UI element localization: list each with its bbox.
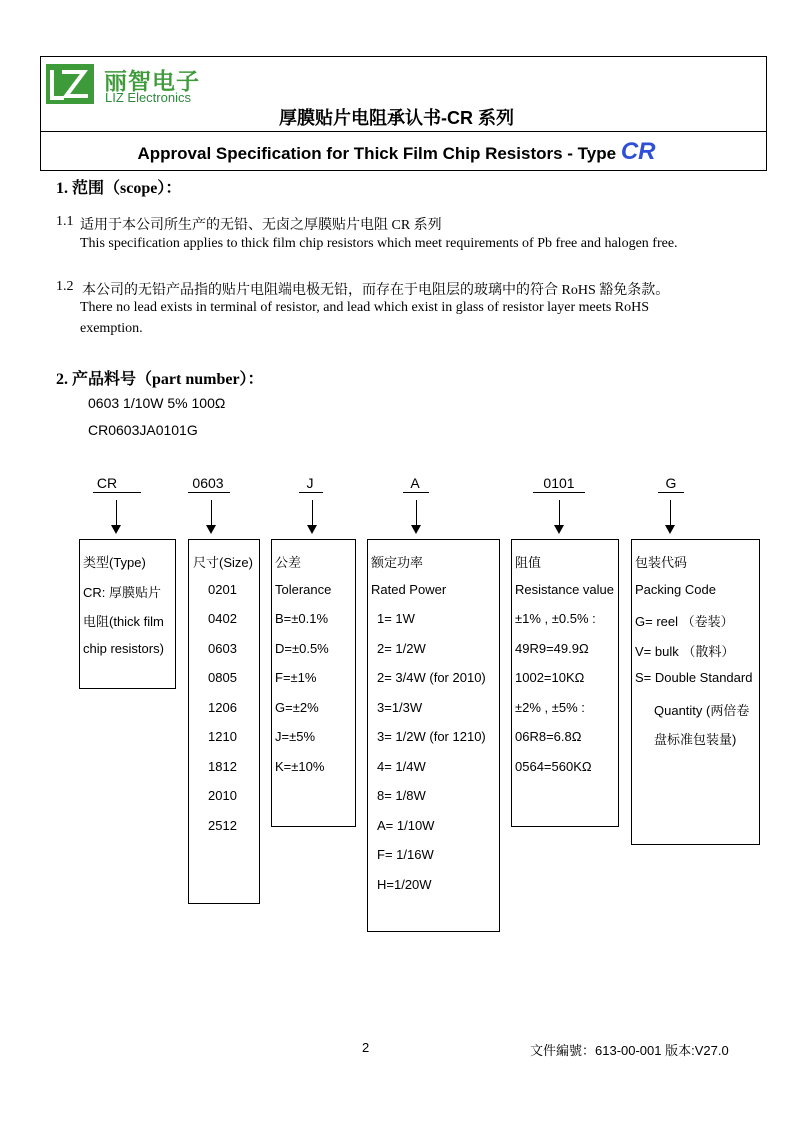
type-box-line: chip resistors) bbox=[83, 641, 164, 656]
power-line: 2= 3/4W (for 2010) bbox=[377, 670, 486, 685]
code-label-size: 0603 bbox=[192, 475, 224, 491]
arrow-line bbox=[416, 500, 417, 525]
size-value: 2512 bbox=[208, 818, 237, 833]
resistance-line: 06R8=6.8Ω bbox=[515, 729, 582, 744]
size-value: 2010 bbox=[208, 788, 237, 803]
code-label-type: CR bbox=[96, 475, 118, 491]
size-box bbox=[188, 539, 260, 904]
power-line: Rated Power bbox=[371, 582, 447, 597]
packing-line: 包装代码 bbox=[635, 555, 688, 570]
liz-logo-icon bbox=[46, 64, 94, 104]
resistance-line: 1002=10KΩ bbox=[515, 670, 585, 685]
size-box-title: 尺寸(Size) bbox=[193, 555, 253, 570]
tolerance-line: J=±5% bbox=[275, 729, 316, 744]
tolerance-line: Tolerance bbox=[275, 582, 332, 597]
type-box-line: 电阻(thick film bbox=[83, 614, 164, 629]
arrow-line bbox=[116, 500, 117, 525]
code-label-packing: G bbox=[665, 475, 677, 491]
resistance-line: 阻值 bbox=[515, 555, 542, 570]
item-1-1-number: 1.1 bbox=[56, 214, 74, 229]
arrow-down-icon bbox=[411, 525, 421, 534]
logo-english-name: LIZ Electronics bbox=[105, 90, 191, 105]
code-underline bbox=[188, 492, 230, 493]
packing-line: V= bulk （散料） bbox=[635, 644, 735, 659]
arrow-down-icon bbox=[307, 525, 317, 534]
type-box-line: CR: 厚膜贴片 bbox=[83, 585, 162, 600]
code-underline bbox=[658, 492, 684, 493]
item-1-2-number: 1.2 bbox=[56, 279, 74, 294]
code-label-tolerance: J bbox=[306, 475, 314, 491]
size-value: 1206 bbox=[208, 700, 237, 715]
arrow-down-icon bbox=[111, 525, 121, 534]
size-value: 1812 bbox=[208, 759, 237, 774]
packing-line: Packing Code bbox=[635, 582, 716, 597]
tolerance-line: K=±10% bbox=[275, 759, 325, 774]
power-line: 3= 1/2W (for 1210) bbox=[377, 729, 486, 744]
code-label-resistance: 0101 bbox=[543, 475, 575, 491]
arrow-line bbox=[211, 500, 212, 525]
size-value: 0201 bbox=[208, 582, 237, 597]
packing-line: 盘标准包装量) bbox=[654, 732, 737, 747]
code-underline bbox=[299, 492, 323, 493]
power-line: 3=1/3W bbox=[377, 700, 423, 715]
section-1-heading: 1. 范围（scope）： bbox=[56, 180, 182, 197]
page-number: 2 bbox=[362, 1040, 370, 1055]
logo-chinese-name: 丽智电子 bbox=[104, 68, 200, 94]
power-line: 1= 1W bbox=[377, 611, 415, 626]
tolerance-line: G=±2% bbox=[275, 700, 319, 715]
item-1-2-chinese: 本公司的无铅产品指的贴片电阻端电极无铅，而存在于电阻层的玻璃中的符合 RoHS 豁免条款。 bbox=[82, 283, 670, 298]
power-line: H=1/20W bbox=[377, 877, 432, 892]
resistance-line: Resistance value bbox=[515, 582, 614, 597]
title-english-text: Approval Specification for Thick Film Chip Resistors - Type bbox=[137, 144, 617, 163]
code-label-power: A bbox=[410, 475, 420, 491]
power-line: F= 1/16W bbox=[377, 847, 434, 862]
resistance-line: 49R9=49.9Ω bbox=[515, 641, 589, 656]
example-description: 0603 1/10W 5% 100Ω bbox=[88, 395, 226, 411]
packing-code-box bbox=[631, 539, 760, 845]
code-underline bbox=[403, 492, 429, 493]
size-value: 0603 bbox=[208, 641, 237, 656]
arrow-down-icon bbox=[554, 525, 564, 534]
resistance-line: 0564=560KΩ bbox=[515, 759, 592, 774]
power-line: 4= 1/4W bbox=[377, 759, 426, 774]
packing-line: G= reel （卷装） bbox=[635, 614, 734, 629]
size-value: 0402 bbox=[208, 611, 237, 626]
item-1-1-chinese: 适用于本公司所生产的无铅、无卤之厚膜贴片电阻 CR 系列 bbox=[80, 218, 442, 233]
tolerance-line: F=±1% bbox=[275, 670, 317, 685]
arrow-down-icon bbox=[206, 525, 216, 534]
size-value: 0805 bbox=[208, 670, 237, 685]
tolerance-line: D=±0.5% bbox=[275, 641, 329, 656]
power-line: 8= 1/8W bbox=[377, 788, 426, 803]
example-part-number: CR0603JA0101G bbox=[88, 422, 198, 438]
arrow-line bbox=[312, 500, 313, 525]
packing-line: S= Double Standard bbox=[635, 670, 753, 685]
arrow-line bbox=[559, 500, 560, 525]
item-1-1-english: This specification applies to thick film chip resistors which meet requirements of Pb free and halogen free. bbox=[80, 236, 678, 251]
packing-line: Quantity (两倍卷 bbox=[654, 703, 750, 718]
arrow-down-icon bbox=[665, 525, 675, 534]
type-box bbox=[79, 539, 176, 689]
power-line: A= 1/10W bbox=[377, 818, 435, 833]
arrow-line bbox=[670, 500, 671, 525]
resistance-box bbox=[511, 539, 619, 827]
section-2-heading: 2. 产品料号（part number）： bbox=[56, 371, 264, 388]
tolerance-box bbox=[271, 539, 356, 827]
tolerance-line: B=±0.1% bbox=[275, 611, 329, 626]
power-line: 2= 1/2W bbox=[377, 641, 426, 656]
resistance-line: ±2% , ±5% : bbox=[515, 700, 585, 715]
type-box-line: 类型(Type) bbox=[83, 555, 146, 570]
document-title-english bbox=[0, 138, 793, 166]
item-1-2-english-line1: There no lead exists in terminal of resistor, and lead which exist in glass of resistor layer meets RoHS bbox=[80, 300, 650, 315]
document-number-version: 文件編號：613-00-001 版本:V27.0 bbox=[530, 1043, 729, 1058]
item-1-2-english-line2: exemption. bbox=[80, 321, 143, 336]
rated-power-box bbox=[367, 539, 500, 932]
code-underline bbox=[533, 492, 585, 493]
code-underline bbox=[93, 492, 141, 493]
resistance-line: ±1% , ±0.5% : bbox=[515, 611, 596, 626]
document-title-chinese: 厚膜贴片电阻承认书-CR 系列 bbox=[279, 108, 514, 128]
tolerance-line: 公差 bbox=[275, 555, 302, 570]
header-divider bbox=[40, 131, 767, 132]
size-value: 1210 bbox=[208, 729, 237, 744]
power-line: 额定功率 bbox=[371, 555, 424, 570]
title-type-code: CR bbox=[620, 138, 656, 165]
